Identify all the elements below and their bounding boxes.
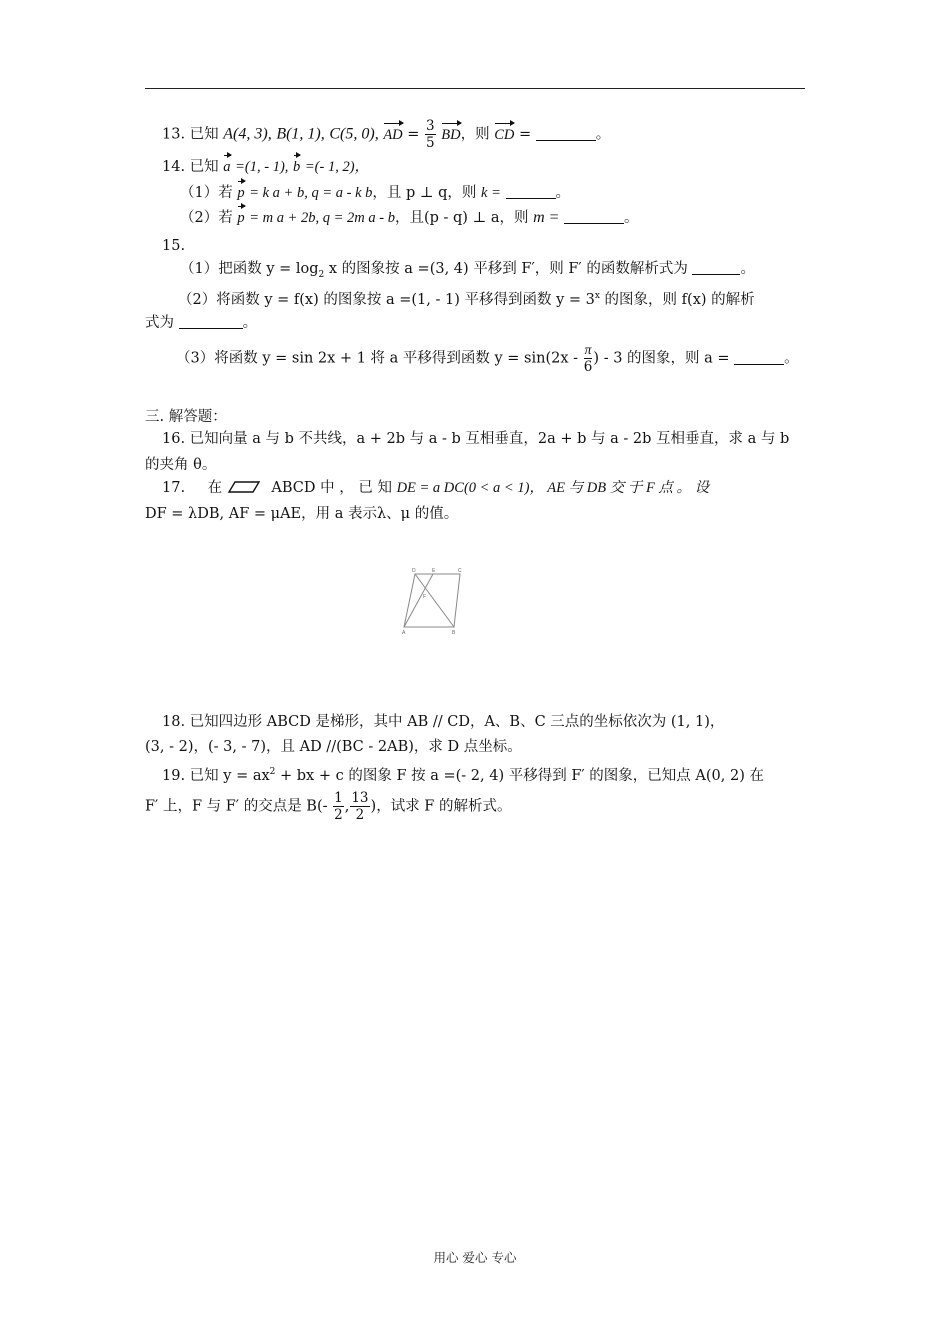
question-15-part-2 bbox=[178, 286, 755, 310]
vector-b-value: =(- 1, 2)， bbox=[304, 159, 370, 175]
fraction-denominator: 5 bbox=[426, 135, 435, 151]
answer-blank bbox=[179, 314, 243, 329]
answer-blank bbox=[506, 184, 556, 199]
question-number: 17. bbox=[162, 480, 186, 496]
part-condition: ，且(p - q) ⊥ a，则 bbox=[394, 210, 529, 226]
question-text: 已知 bbox=[189, 126, 219, 143]
question-17-line-2: DF = λDB, AF = μAE，用 a 表示λ、μ 的值。 bbox=[145, 506, 459, 522]
question-text: 已知 bbox=[189, 159, 219, 175]
label-d: D bbox=[412, 568, 416, 574]
fraction bbox=[333, 790, 344, 823]
punctuation: , bbox=[344, 798, 350, 815]
vector-ad: AD bbox=[383, 126, 403, 143]
label-a: A bbox=[402, 630, 406, 636]
question-18-line-2: (3, - 2)，(- 3, - 7)，且 AD //(BC - 2AB)，求 D 点坐标。 bbox=[145, 739, 522, 755]
part-label: （2）若 bbox=[180, 210, 233, 226]
part-text: 的图象，则 f(x) 的解析 bbox=[599, 291, 755, 308]
question-text: ABCD 中 ， 已 知 bbox=[271, 480, 392, 496]
question-text: 在 bbox=[207, 480, 223, 496]
answer-blank bbox=[734, 350, 784, 365]
question-13 bbox=[162, 118, 610, 151]
equals-sign: = bbox=[407, 126, 420, 143]
label-c: C bbox=[458, 568, 462, 574]
question-17-line-1 bbox=[162, 478, 709, 498]
label-f: F bbox=[423, 594, 427, 600]
point-a: A(4, 3), bbox=[223, 125, 272, 143]
fraction-numerator: 13 bbox=[351, 790, 369, 806]
question-text: + bx + c 的图象 F 按 a =(- 2, 4) 平移得到 F′ 的图象，已知点 A(0, 2) 在 bbox=[275, 767, 764, 784]
punctuation: 。 bbox=[740, 261, 755, 277]
part-condition: ，且 p ⊥ q，则 bbox=[372, 185, 477, 201]
equals-sign: = bbox=[518, 126, 532, 143]
punctuation: 。 bbox=[595, 126, 611, 143]
fraction-denominator: 6 bbox=[583, 359, 593, 375]
question-14-part-1 bbox=[180, 183, 570, 203]
fraction-denominator: 2 bbox=[334, 807, 343, 823]
answer-blank bbox=[536, 126, 596, 141]
label-e: E bbox=[432, 568, 436, 574]
question-15-part-2-cont bbox=[145, 313, 257, 333]
part-label: （1）若 bbox=[180, 185, 233, 201]
question-text: 19. 已知 y = ax bbox=[162, 767, 270, 784]
section-heading: 三. 解答题： bbox=[145, 409, 227, 425]
question-15-part-3 bbox=[176, 342, 799, 375]
punctuation: 。 bbox=[624, 210, 639, 226]
question-19-line-2 bbox=[145, 790, 511, 823]
part-text: （3）将函数 y = sin 2x + 1 将 a 平移得到函数 y = sin(2x - bbox=[176, 350, 579, 367]
exponent: x bbox=[594, 291, 600, 301]
fraction-numerator: π bbox=[584, 342, 592, 357]
punctuation: 。 bbox=[242, 315, 258, 331]
vector-p: p bbox=[237, 210, 245, 226]
part-expression: = m a + 2b, q = 2m a - b bbox=[249, 210, 395, 226]
part-text: x 的图象按 a =(3, 4) 平移到 F′，则 F′ 的函数解析式为 bbox=[324, 261, 688, 277]
punctuation: 。 bbox=[555, 185, 570, 201]
exponent: 2 bbox=[269, 767, 276, 777]
punctuation: 。 bbox=[784, 350, 799, 367]
question-number: 13. bbox=[162, 126, 186, 143]
question-text: ，则 bbox=[460, 126, 490, 143]
question-19-line-1 bbox=[162, 762, 764, 786]
parallelogram-icon bbox=[227, 480, 261, 494]
vector-b: b bbox=[293, 159, 301, 175]
label-b: B bbox=[452, 630, 456, 636]
question-14-part-2 bbox=[180, 208, 639, 228]
header-rule bbox=[145, 88, 805, 89]
vector-p: p bbox=[237, 185, 245, 201]
page-footer: 用心 爱心 专心 bbox=[433, 1250, 517, 1265]
question-text: )，试求 F 的解析式。 bbox=[370, 798, 512, 815]
vector-a-value: =(1, - 1), bbox=[235, 159, 289, 175]
part-text: （1）把函数 y = log bbox=[180, 261, 319, 277]
question-15-part-1 bbox=[180, 259, 755, 285]
part-text: （2）将函数 y = f(x) 的图象按 a =(1, - 1) 平移得到函数 y = 3 bbox=[178, 291, 595, 308]
part-text: ) - 3 的图象，则 a = bbox=[593, 350, 730, 367]
question-16-line-2: 的夹角 θ。 bbox=[145, 457, 217, 473]
question-number: 15. bbox=[162, 238, 186, 254]
part-text: 式为 bbox=[145, 315, 174, 331]
question-14 bbox=[162, 157, 369, 177]
part-variable: m = bbox=[533, 209, 560, 226]
point-b: B(1, 1), bbox=[276, 125, 325, 143]
part-expression: = k a + b, q = a - k b bbox=[249, 185, 373, 201]
fraction-numerator: 1 bbox=[334, 790, 343, 806]
fraction bbox=[425, 118, 436, 151]
log-base: 2 bbox=[318, 269, 325, 280]
question-text: F′ 上，F 与 F′ 的交点是 B(- bbox=[145, 798, 328, 815]
answer-blank bbox=[564, 209, 624, 224]
point-c: C(5, 0), bbox=[329, 125, 379, 143]
fraction bbox=[350, 790, 369, 823]
question-text: DE = a DC(0 < a < 1)， AE 与 DB 交 于 F 点 。 设 bbox=[396, 480, 710, 496]
parallelogram-figure bbox=[398, 566, 466, 636]
fraction bbox=[584, 342, 593, 375]
vector-bd: BD bbox=[441, 126, 461, 143]
answer-blank bbox=[692, 260, 740, 275]
question-number: 14. bbox=[162, 159, 186, 175]
vector-cd: CD bbox=[494, 126, 515, 143]
question-18-line-1: 18. 已知四边形 ABCD 是梯形，其中 AB // CD，A、B、C 三点的坐标依次为 (1, 1)， bbox=[162, 714, 725, 730]
fraction-numerator: 3 bbox=[426, 118, 435, 134]
part-variable: k = bbox=[481, 185, 501, 201]
vector-a: a bbox=[223, 159, 231, 175]
question-15 bbox=[162, 236, 185, 256]
question-16-line-1: 16. 已知向量 a 与 b 不共线，a + 2b 与 a - b 互相垂直，2a + b 与 a - 2b 互相垂直，求 a 与 b bbox=[162, 431, 790, 447]
fraction-denominator: 2 bbox=[355, 807, 365, 823]
